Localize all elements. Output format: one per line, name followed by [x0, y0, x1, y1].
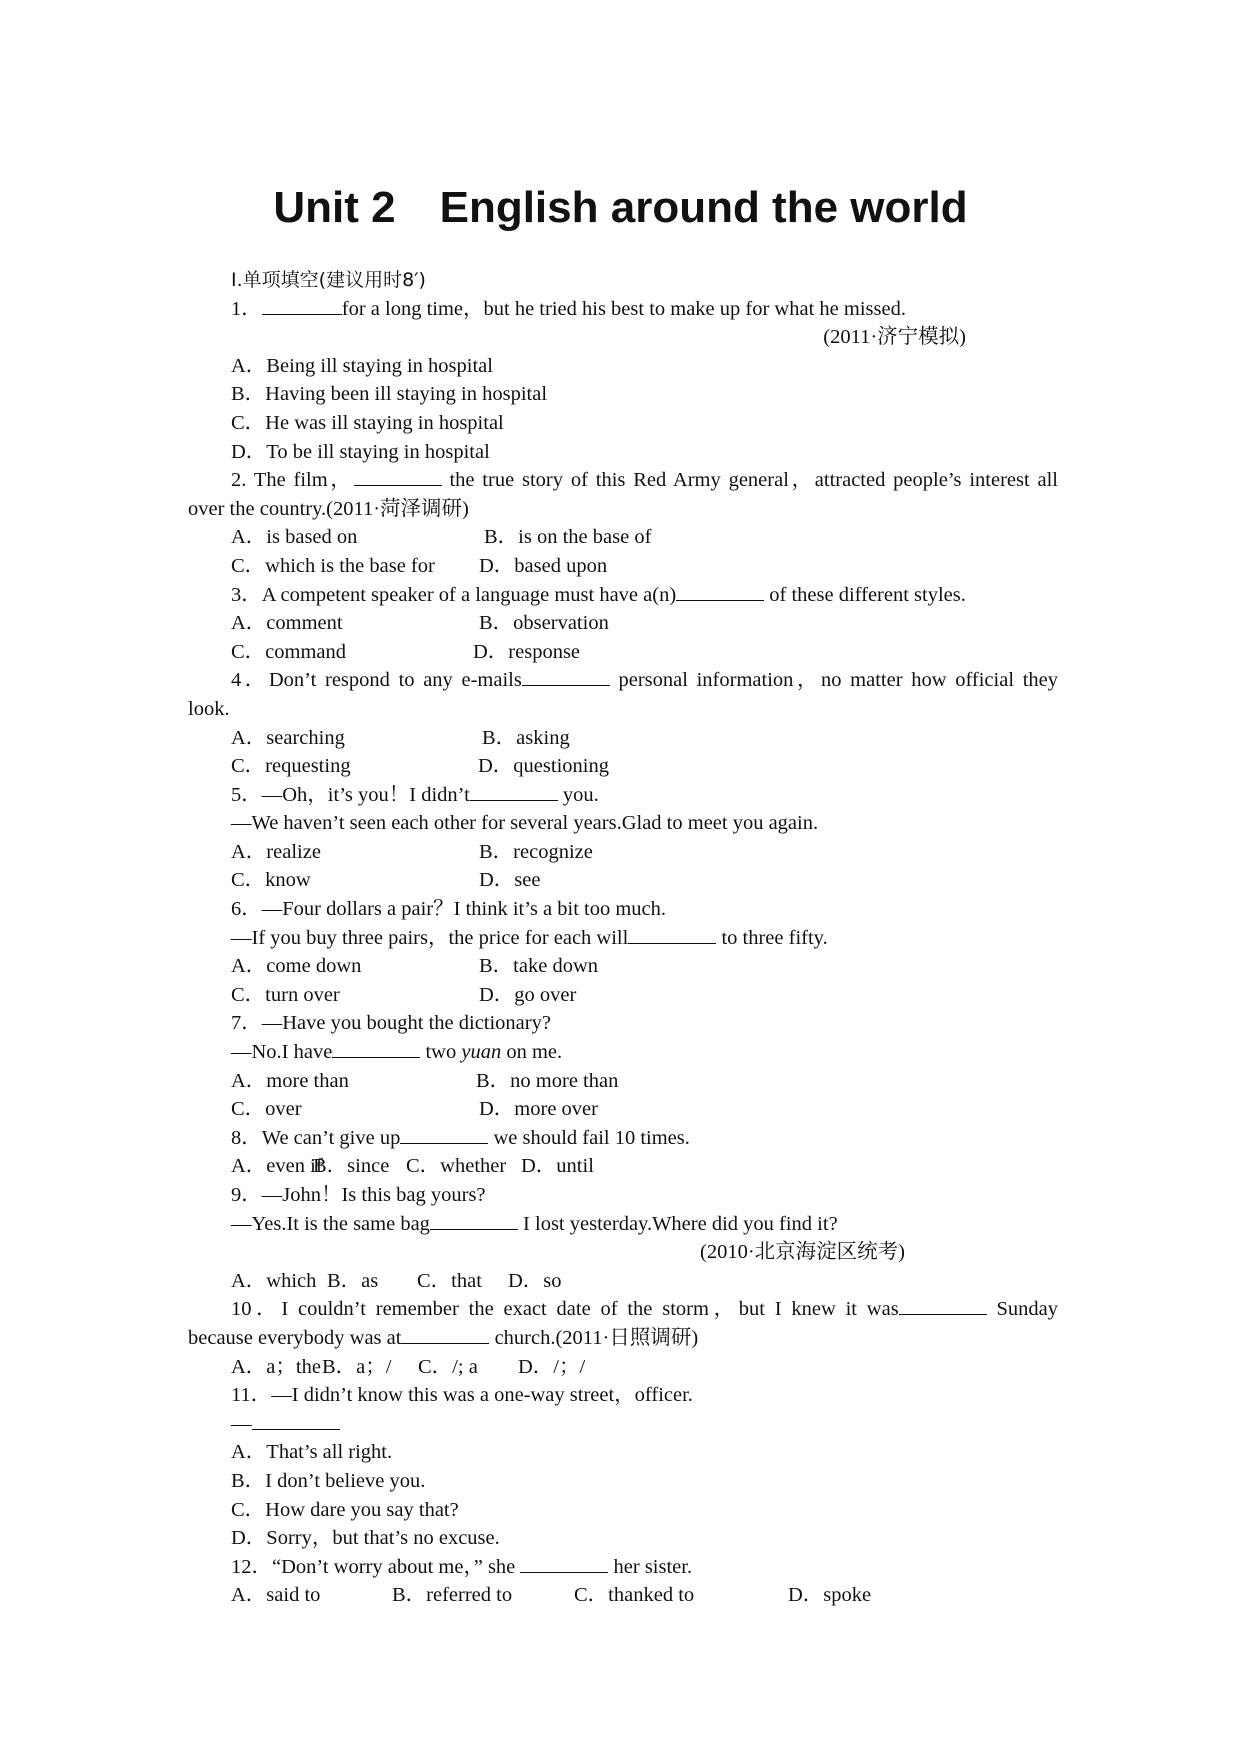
question-9-reply — [188, 1210, 1058, 1239]
q7-options-row-2 — [188, 1095, 1058, 1124]
question-9-source — [188, 1238, 1058, 1267]
q11-option-c[interactable]: C．How dare you say that? — [231, 1498, 459, 1521]
q10-option-a[interactable]: A．a；the — [231, 1355, 321, 1378]
question-text: two — [420, 1041, 462, 1064]
q3-option-b[interactable]: B．observation — [479, 612, 609, 635]
q10-option-d[interactable]: D．/；/ — [518, 1355, 586, 1378]
answer-blank[interactable] — [354, 467, 442, 486]
q4-option-c[interactable]: C．requesting — [231, 755, 351, 778]
q6-option-a[interactable]: A．come down — [231, 955, 362, 978]
question-text: 4．Don’t respond to any e-mails — [231, 669, 522, 692]
q5-option-d[interactable]: D．see — [479, 869, 541, 892]
question-text: I lost yesterday.Where did you find it? — [517, 1212, 838, 1235]
q5-option-b[interactable]: B．recognize — [479, 840, 593, 863]
question-4-stem — [188, 666, 1058, 695]
question-10-stem — [188, 1295, 1058, 1324]
section-heading — [188, 266, 1058, 295]
q2-options-row-1 — [188, 523, 1058, 552]
question-8-stem — [188, 1124, 1058, 1153]
q12-option-d[interactable]: D．spoke — [788, 1584, 872, 1607]
yuan-word: yuan — [461, 1041, 502, 1064]
question-text: —Yes.It is the same bag — [231, 1212, 430, 1235]
question-text: on me. — [501, 1041, 563, 1064]
q4-options-row-1 — [188, 724, 1058, 753]
question-text: 3．A competent speaker of a language must have a(n) — [231, 583, 677, 606]
q8-option-d[interactable]: D．until — [521, 1155, 594, 1178]
answer-blank[interactable] — [262, 296, 342, 315]
q7-option-b[interactable]: B．no more than — [476, 1069, 619, 1092]
question-text: 10．I couldn’t remember the exact date of the storm，but I knew it was — [231, 1298, 899, 1321]
question-6-stem: 6．—Four dollars a pair？I think it’s a bit too much. — [231, 898, 667, 921]
q4-option-a[interactable]: A．searching — [231, 726, 345, 749]
q12-option-c[interactable]: C．thanked to — [574, 1584, 695, 1607]
q10-options-row — [188, 1353, 1058, 1382]
q9-option-d[interactable]: D．so — [508, 1269, 562, 1292]
question-text: personal information，no matter how official they — [609, 669, 1058, 692]
q3-options-row-1 — [188, 609, 1058, 638]
source-label: (2010·北京海淀区统考) — [700, 1241, 905, 1264]
q11-option-d[interactable]: D．Sorry，but that’s no excuse. — [231, 1527, 500, 1550]
question-4-stem-cont: look. — [188, 697, 230, 720]
question-text: church.(2011·日照调研) — [489, 1326, 699, 1349]
question-6-reply — [188, 924, 1058, 953]
answer-blank[interactable] — [522, 667, 610, 686]
question-text: the true story of this Red Army general，attracted people’s interest all — [441, 469, 1058, 492]
section-label: Ⅰ.单项填空 — [231, 269, 319, 291]
q7-option-c[interactable]: C．over — [231, 1098, 302, 1121]
q8-option-a[interactable]: A．even if — [231, 1155, 323, 1178]
q2-option-d[interactable]: D．based upon — [479, 554, 608, 577]
question-11-reply — [188, 1410, 1058, 1439]
q4-options-row-2 — [188, 752, 1058, 781]
q9-options-row — [188, 1267, 1058, 1296]
q7-option-a[interactable]: A．more than — [231, 1069, 349, 1092]
question-text: her sister. — [608, 1555, 693, 1578]
q9-option-b[interactable]: B．as — [327, 1269, 379, 1292]
reply-dash: — — [231, 1412, 252, 1435]
question-12-stem — [188, 1553, 1058, 1582]
q12-option-b[interactable]: B．referred to — [392, 1584, 513, 1607]
q5-option-a[interactable]: A．realize — [231, 840, 321, 863]
answer-blank[interactable] — [332, 1039, 420, 1058]
q9-option-a[interactable]: A．which — [231, 1269, 317, 1292]
q1-option-d[interactable]: D．To be ill staying in hospital — [231, 440, 490, 463]
q2-options-row-2 — [188, 552, 1058, 581]
q2-option-a[interactable]: A．is based on — [231, 526, 358, 549]
q5-option-c[interactable]: C．know — [231, 869, 311, 892]
question-2-stem-cont: over the country.(2011·菏泽调研) — [188, 497, 469, 520]
answer-blank[interactable] — [520, 1554, 608, 1573]
question-9-stem: 9．—John！Is this bag yours? — [231, 1184, 486, 1206]
section-hint: (建议用时8′) — [318, 269, 426, 291]
q4-option-d[interactable]: D．questioning — [478, 755, 609, 778]
answer-blank[interactable] — [628, 925, 716, 944]
q7-options-row-1 — [188, 1067, 1058, 1096]
question-11-stem: 11．—I didn’t know this was a one-way street，officer. — [231, 1384, 693, 1407]
question-text: 2. The film， — [231, 469, 354, 492]
question-text: we should fail 10 times. — [488, 1126, 690, 1149]
q3-option-c[interactable]: C．command — [231, 640, 347, 663]
question-10-stem-cont — [188, 1324, 1058, 1353]
q8-options-row — [188, 1152, 1058, 1181]
q3-option-a[interactable]: A．comment — [231, 612, 343, 635]
q6-options-row-1 — [188, 952, 1058, 981]
page-title: Unit 2 English around the world — [273, 183, 968, 232]
q8-option-c[interactable]: C．whether — [406, 1155, 507, 1178]
answer-blank[interactable] — [430, 1211, 518, 1230]
q9-option-c[interactable]: C．that — [417, 1269, 482, 1292]
q6-option-c[interactable]: C．turn over — [231, 983, 340, 1006]
question-text: —If you buy three pairs，the price for each will — [231, 926, 629, 949]
question-5-stem — [188, 781, 1058, 810]
question-7-stem: 7．—Have you bought the dictionary? — [231, 1012, 551, 1035]
answer-blank[interactable] — [400, 1125, 488, 1144]
answer-blank[interactable] — [899, 1296, 987, 1315]
question-text: for a long time，but he tried his best to make up for what he missed. — [341, 297, 906, 320]
answer-blank[interactable] — [401, 1325, 489, 1344]
question-text: you. — [557, 783, 599, 806]
question-2-stem — [188, 466, 1058, 495]
q1-option-b[interactable]: B．Having been ill staying in hospital — [231, 383, 548, 406]
question-1-source — [188, 323, 1058, 352]
q4-option-b[interactable]: B．asking — [482, 726, 570, 749]
question-text: Sunday — [986, 1298, 1059, 1321]
q11-option-b[interactable]: B．I don’t believe you. — [231, 1469, 426, 1492]
q6-option-b[interactable]: B．take down — [479, 955, 598, 978]
q6-option-d[interactable]: D．go over — [479, 983, 577, 1006]
question-5-reply: —We haven’t seen each other for several years.Glad to meet you again. — [231, 812, 819, 835]
q2-option-c[interactable]: C．which is the base for — [231, 554, 435, 577]
q1-option-a[interactable]: A．Being ill staying in hospital — [231, 354, 493, 377]
q5-options-row-1 — [188, 838, 1058, 867]
question-number: 1． — [231, 297, 262, 320]
answer-blank[interactable] — [470, 782, 558, 801]
q3-options-row-2 — [188, 638, 1058, 667]
question-text: because everybody was at — [188, 1326, 402, 1349]
question-text: —No.I have — [231, 1041, 333, 1064]
q3-option-d[interactable]: D．response — [473, 640, 581, 663]
q5-options-row-2 — [188, 866, 1058, 895]
q11-option-a[interactable]: A．That’s all right. — [231, 1441, 393, 1464]
question-text: 5．—Oh，it’s you！I didn’t — [231, 783, 470, 806]
question-text: 8．We can’t give up — [231, 1126, 401, 1149]
q7-option-d[interactable]: D．more over — [479, 1098, 598, 1121]
q12-option-a[interactable]: A．said to — [231, 1584, 321, 1607]
question-list — [188, 266, 1058, 1610]
question-1-stem — [188, 295, 1058, 324]
source-label: (2011·济宁模拟) — [823, 326, 966, 349]
question-text: to three fifty. — [716, 926, 828, 949]
question-text: of these different styles. — [764, 583, 966, 606]
answer-blank[interactable] — [676, 582, 764, 601]
q12-options-row — [188, 1581, 1058, 1610]
question-text: 12．“Don’t worry about me，” she — [231, 1555, 521, 1578]
q8-option-b[interactable]: B．since — [313, 1155, 390, 1178]
q2-option-b[interactable]: B．is on the base of — [484, 526, 652, 549]
q10-option-b[interactable]: B．a；/ — [322, 1355, 392, 1378]
question-7-reply — [188, 1038, 1058, 1067]
question-3-stem — [188, 581, 1058, 610]
answer-blank[interactable] — [252, 1411, 340, 1430]
q1-option-c[interactable]: C．He was ill staying in hospital — [231, 411, 504, 434]
q6-options-row-2 — [188, 981, 1058, 1010]
q10-option-c[interactable]: C．/; a — [418, 1355, 478, 1378]
